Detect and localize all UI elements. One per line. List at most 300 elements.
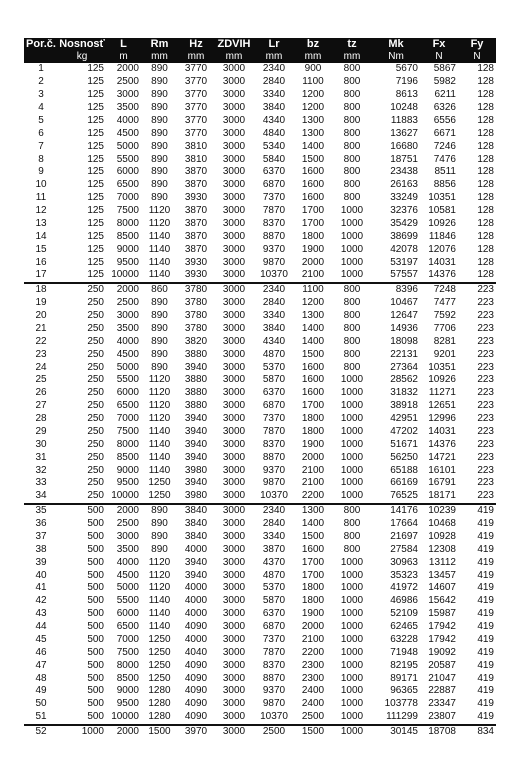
cell-l: 7000 — [116, 192, 139, 204]
cell-fy: 223 — [477, 374, 494, 386]
cell-tz: 1000 — [340, 711, 364, 723]
cell-bz: 1600 — [301, 179, 325, 191]
cell-rm: 890 — [151, 76, 168, 88]
cell-bz: 1100 — [294, 283, 332, 297]
cell-rm: 890 — [151, 192, 168, 204]
cell-por-c: 41 — [35, 582, 47, 594]
cell-nosnost: 250 — [87, 413, 104, 425]
cell-tz: 1000 — [340, 464, 364, 476]
cell-rm: 890 — [151, 543, 168, 555]
cell-l: 2500 — [116, 518, 139, 530]
cell-fx: 14031 — [428, 256, 456, 268]
cell-zdvih: 3000 — [222, 595, 246, 607]
cell-nosnost: 250 — [58, 283, 106, 297]
cell-l: 4000 — [116, 335, 139, 347]
cell-zdvih: 3000 — [222, 711, 246, 723]
table-row — [24, 659, 496, 672]
table-row — [24, 102, 496, 115]
cell-mk: 82195 — [390, 659, 418, 671]
unit-fy: N — [458, 51, 496, 63]
cell-mk: 21697 — [390, 530, 418, 542]
cell-mk: 8396 — [372, 283, 420, 297]
cell-por-c: 23 — [35, 348, 47, 360]
table-row — [24, 569, 496, 582]
cell-por-c: 40 — [35, 569, 47, 581]
cell-rm: 890 — [151, 179, 168, 191]
cell-tz: 1000 — [340, 243, 364, 255]
cell-hz: 3980 — [184, 490, 208, 502]
cell-hz: 3770 — [184, 63, 208, 75]
cell-fy: 223 — [477, 477, 494, 489]
cell-hz: 3770 — [184, 76, 208, 88]
cell-hz: 3870 — [184, 243, 208, 255]
cell-fx: 13457 — [428, 569, 456, 581]
cell-mk: 14176 — [372, 504, 420, 518]
col-header-l: L — [106, 38, 141, 51]
cell-fx: 17942 — [428, 633, 456, 645]
cell-rm: 860 — [141, 283, 178, 297]
cell-zdvih: 3000 — [222, 608, 246, 620]
cell-por-c: 42 — [35, 595, 47, 607]
cell-por-c: 49 — [35, 685, 47, 697]
cell-nosnost: 250 — [87, 438, 104, 450]
table-row — [24, 256, 496, 269]
cell-lr: 7370 — [262, 413, 286, 425]
cell-lr: 6370 — [262, 608, 286, 620]
cell-tz: 1000 — [340, 569, 364, 581]
table-row — [24, 504, 496, 518]
cell-bz: 2000 — [301, 256, 325, 268]
cell-zdvih: 3000 — [222, 76, 246, 88]
cell-fy: 419 — [477, 595, 494, 607]
cell-fy: 128 — [477, 153, 494, 165]
cell-rm: 890 — [151, 166, 168, 178]
cell-lr: 7370 — [262, 633, 286, 645]
cell-fx: 6671 — [433, 127, 456, 139]
cell-rm: 1280 — [148, 711, 171, 723]
cell-mk: 42078 — [390, 243, 418, 255]
cell-fy: 419 — [477, 518, 494, 530]
cell-tz: 800 — [332, 504, 372, 518]
cell-fy: 419 — [477, 569, 494, 581]
unit-hz: mm — [178, 51, 214, 63]
cell-tz: 1000 — [340, 230, 364, 242]
cell-tz: 800 — [343, 543, 361, 555]
cell-rm: 1280 — [148, 698, 171, 710]
cell-nosnost: 500 — [87, 595, 104, 607]
cell-tz: 800 — [343, 76, 361, 88]
cell-lr: 8870 — [262, 230, 286, 242]
cell-fy: 223 — [477, 413, 494, 425]
cell-hz: 4040 — [184, 646, 208, 658]
table-row — [24, 335, 496, 348]
cell-fy: 128 — [477, 76, 494, 88]
cell-mk: 16680 — [390, 140, 418, 152]
cell-por-c: 24 — [35, 361, 47, 373]
cell-zdvih: 3000 — [214, 283, 254, 297]
cell-bz: 1200 — [301, 102, 325, 114]
cell-por-c: 19 — [35, 297, 47, 309]
cell-zdvih: 3000 — [222, 425, 246, 437]
cell-zdvih: 3000 — [222, 114, 246, 126]
cell-nosnost: 500 — [87, 685, 104, 697]
cell-lr: 7870 — [262, 205, 286, 217]
cell-fx: 7248 — [420, 283, 458, 297]
cell-zdvih: 3000 — [222, 413, 246, 425]
cell-nosnost: 250 — [87, 387, 104, 399]
cell-lr: 5870 — [262, 595, 286, 607]
table-row — [24, 531, 496, 544]
cell-zdvih: 3000 — [222, 361, 246, 373]
cell-por-c: 2 — [38, 76, 44, 88]
cell-nosnost: 125 — [87, 63, 104, 75]
cell-bz: 1800 — [301, 582, 325, 594]
cell-l: 5000 — [116, 361, 139, 373]
cell-mk: 23438 — [390, 166, 418, 178]
cell-nosnost: 500 — [87, 518, 104, 530]
cell-fy: 128 — [477, 114, 494, 126]
cell-l: 10000 — [111, 269, 139, 281]
cell-rm: 1250 — [148, 490, 171, 502]
cell-bz: 1700 — [301, 205, 325, 217]
cell-por-c: 38 — [35, 543, 47, 555]
cell-fx: 15987 — [428, 608, 456, 620]
cell-por-c: 39 — [35, 556, 47, 568]
cell-nosnost: 125 — [87, 102, 104, 114]
cell-mk: 8613 — [395, 89, 418, 101]
cell-zdvih: 3000 — [222, 374, 246, 386]
cell-zdvih: 3000 — [222, 659, 246, 671]
cell-por-c: 52 — [24, 725, 58, 739]
cell-lr: 8870 — [262, 451, 286, 463]
cell-tz: 800 — [343, 322, 361, 334]
cell-lr: 9870 — [262, 256, 286, 268]
cell-hz: 4000 — [184, 608, 208, 620]
cell-fy: 223 — [477, 387, 494, 399]
cell-lr: 3870 — [262, 543, 286, 555]
cell-fx: 6211 — [434, 89, 456, 101]
cell-nosnost: 500 — [87, 621, 104, 633]
cell-lr: 4870 — [262, 348, 286, 360]
cell-fx: 12996 — [428, 413, 456, 425]
cell-bz: 2400 — [301, 685, 325, 697]
cell-fy: 128 — [477, 179, 494, 191]
cell-lr: 2840 — [262, 76, 286, 88]
cell-hz: 3780 — [184, 297, 208, 309]
cell-tz: 1000 — [340, 438, 364, 450]
cell-mk: 57557 — [390, 269, 418, 281]
cell-bz: 1400 — [301, 518, 325, 530]
cell-tz: 1000 — [340, 413, 364, 425]
cell-lr: 8370 — [262, 659, 286, 671]
cell-mk: 7196 — [395, 76, 418, 88]
table-row — [24, 166, 496, 179]
cell-l: 7500 — [116, 646, 139, 658]
cell-fx: 10468 — [428, 518, 456, 530]
cell-zdvih: 3000 — [222, 698, 246, 710]
cell-bz: 2500 — [301, 711, 325, 723]
cell-bz: 1100 — [302, 76, 324, 88]
cell-hz: 3780 — [184, 310, 208, 322]
cell-fy: 128 — [477, 166, 494, 178]
cell-rm: 1250 — [148, 659, 171, 671]
cell-fx: 5982 — [433, 76, 456, 88]
specification-table — [24, 38, 496, 739]
cell-mk: 35323 — [390, 569, 418, 581]
cell-tz: 800 — [343, 530, 361, 542]
cell-lr: 9870 — [262, 698, 286, 710]
cell-tz: 1000 — [340, 646, 364, 658]
cell-mk: 27364 — [390, 361, 418, 373]
table-row — [24, 348, 496, 361]
unit-mk: Nm — [372, 51, 420, 63]
table-row — [24, 608, 496, 621]
cell-zdvih: 3000 — [222, 490, 246, 502]
cell-por-c: 34 — [35, 490, 47, 502]
cell-hz: 3870 — [184, 166, 208, 178]
cell-mk: 66169 — [390, 477, 418, 489]
cell-fy: 128 — [477, 192, 494, 204]
cell-mk: 35429 — [390, 217, 418, 229]
cell-lr: 4840 — [262, 127, 286, 139]
cell-fy: 223 — [477, 361, 494, 373]
table-row — [24, 426, 496, 439]
cell-mk: 13627 — [390, 127, 418, 139]
cell-nosnost: 125 — [87, 89, 104, 101]
cell-fy: 419 — [477, 556, 494, 568]
cell-fx: 7477 — [433, 297, 456, 309]
cell-fy: 223 — [477, 464, 494, 476]
cell-fy: 223 — [477, 438, 494, 450]
cell-por-c: 11 — [35, 192, 47, 204]
units-row — [24, 51, 496, 63]
cell-bz: 1600 — [301, 543, 325, 555]
cell-l: 9500 — [116, 477, 139, 489]
cell-zdvih: 3000 — [222, 297, 246, 309]
cell-l: 5500 — [116, 374, 139, 386]
cell-l: 2500 — [116, 76, 139, 88]
cell-fy: 128 — [477, 269, 494, 281]
cell-lr: 3340 — [262, 89, 286, 101]
cell-tz: 800 — [343, 102, 361, 114]
cell-lr: 10370 — [260, 490, 288, 502]
cell-tz: 1000 — [340, 425, 364, 437]
cell-rm: 1280 — [148, 685, 171, 697]
cell-bz: 1600 — [301, 361, 325, 373]
cell-mk: 12647 — [390, 310, 418, 322]
table-row — [24, 310, 496, 323]
cell-l: 5000 — [116, 140, 139, 152]
cell-tz: 800 — [343, 63, 361, 75]
cell-zdvih: 3000 — [222, 102, 246, 114]
cell-por-c: 20 — [35, 310, 47, 322]
cell-bz: 1700 — [301, 400, 325, 412]
cell-por-c: 3 — [38, 89, 44, 101]
cell-hz: 4090 — [184, 672, 208, 684]
cell-nosnost: 125 — [87, 127, 104, 139]
cell-l: 7000 — [116, 633, 139, 645]
cell-fy: 128 — [477, 89, 494, 101]
cell-por-c: 6 — [38, 127, 44, 139]
cell-nosnost: 125 — [87, 166, 104, 178]
unit-tz: mm — [332, 51, 372, 63]
cell-nosnost: 1000 — [58, 725, 106, 739]
unit-rm: mm — [141, 51, 178, 63]
cell-fx: 7592 — [433, 310, 456, 322]
cell-zdvih: 3000 — [222, 530, 246, 542]
cell-por-c: 33 — [35, 477, 47, 489]
table-row — [24, 698, 496, 711]
cell-nosnost: 125 — [87, 179, 104, 191]
cell-zdvih: 3000 — [222, 685, 246, 697]
table-row — [24, 361, 496, 374]
cell-por-c: 36 — [35, 518, 47, 530]
cell-rm: 1500 — [141, 725, 178, 739]
cell-rm: 1140 — [148, 464, 171, 476]
cell-zdvih: 3000 — [222, 256, 246, 268]
cell-por-c: 43 — [35, 608, 47, 620]
cell-rm: 890 — [151, 335, 168, 347]
cell-fy: 223 — [477, 451, 494, 463]
cell-hz: 3940 — [184, 413, 208, 425]
cell-rm: 1120 — [148, 556, 171, 568]
cell-l: 2000 — [116, 63, 139, 75]
cell-hz: 3970 — [178, 725, 214, 739]
cell-bz: 1600 — [301, 192, 325, 204]
cell-por-c: 9 — [38, 166, 44, 178]
cell-hz: 3870 — [184, 205, 208, 217]
cell-bz: 2000 — [301, 451, 325, 463]
cell-lr: 4340 — [262, 335, 286, 347]
cell-bz: 1700 — [301, 569, 325, 581]
cell-por-c: 12 — [35, 205, 47, 217]
cell-fy: 223 — [477, 310, 494, 322]
cell-hz: 3940 — [184, 438, 208, 450]
cell-lr: 5340 — [262, 140, 286, 152]
cell-mk: 42951 — [390, 413, 418, 425]
cell-por-c: 22 — [35, 335, 47, 347]
cell-fx: 12308 — [428, 543, 456, 555]
cell-bz: 2400 — [301, 698, 325, 710]
cell-tz: 800 — [343, 179, 361, 191]
cell-rm: 1120 — [148, 217, 171, 229]
cell-fy: 128 — [477, 256, 494, 268]
cell-tz: 1000 — [340, 698, 364, 710]
cell-nosnost: 125 — [87, 153, 104, 165]
cell-rm: 1140 — [148, 438, 171, 450]
cell-tz: 1000 — [340, 556, 364, 568]
cell-hz: 3810 — [184, 153, 208, 165]
cell-fy: 223 — [477, 425, 494, 437]
table-row — [24, 179, 496, 192]
cell-rm: 890 — [151, 63, 168, 75]
cell-rm: 890 — [151, 348, 168, 360]
cell-por-c: 47 — [35, 659, 47, 671]
cell-tz: 800 — [343, 114, 361, 126]
cell-rm: 890 — [151, 310, 168, 322]
cell-l: 3000 — [116, 89, 139, 101]
cell-rm: 1120 — [148, 582, 171, 594]
cell-hz: 4090 — [184, 621, 208, 633]
cell-nosnost: 500 — [87, 543, 104, 555]
cell-nosnost: 500 — [87, 582, 104, 594]
cell-rm: 1120 — [148, 205, 171, 217]
cell-mk: 5670 — [395, 63, 418, 75]
cell-nosnost: 125 — [87, 205, 104, 217]
cell-fy: 419 — [477, 672, 494, 684]
cell-bz: 1500 — [301, 348, 325, 360]
cell-zdvih: 3000 — [222, 166, 246, 178]
cell-por-c: 25 — [35, 374, 47, 386]
cell-l: 3500 — [116, 543, 139, 555]
cell-fy: 128 — [477, 127, 494, 139]
cell-fy: 419 — [477, 659, 494, 671]
cell-por-c: 30 — [35, 438, 47, 450]
cell-tz: 1000 — [340, 685, 364, 697]
cell-rm: 890 — [151, 361, 168, 373]
cell-fx: 19092 — [428, 646, 456, 658]
cell-tz: 800 — [343, 192, 361, 204]
cell-fy: 419 — [477, 582, 494, 594]
cell-por-c: 4 — [38, 102, 44, 114]
cell-zdvih: 3000 — [222, 556, 246, 568]
cell-fy: 834 — [458, 725, 496, 739]
cell-lr: 2340 — [254, 283, 294, 297]
cell-hz: 3940 — [184, 556, 208, 568]
cell-fy: 223 — [477, 297, 494, 309]
cell-zdvih: 3000 — [222, 569, 246, 581]
cell-nosnost: 250 — [87, 310, 104, 322]
cell-hz: 3940 — [184, 569, 208, 581]
cell-lr: 2340 — [254, 504, 294, 518]
cell-bz: 1700 — [301, 556, 325, 568]
cell-rm: 890 — [151, 530, 168, 542]
cell-hz: 3930 — [184, 269, 208, 281]
cell-hz: 3780 — [178, 283, 214, 297]
cell-lr: 3840 — [262, 322, 286, 334]
cell-tz: 1000 — [340, 205, 364, 217]
cell-fx: 8856 — [433, 179, 456, 191]
cell-mk: 18098 — [390, 335, 418, 347]
cell-hz: 3840 — [178, 504, 214, 518]
cell-por-c: 48 — [35, 672, 47, 684]
cell-por-c: 37 — [35, 530, 47, 542]
cell-zdvih: 3000 — [222, 518, 246, 530]
cell-bz: 1800 — [301, 425, 325, 437]
cell-nosnost: 250 — [87, 490, 104, 502]
cell-zdvih: 3000 — [214, 504, 254, 518]
cell-fy: 223 — [477, 490, 494, 502]
cell-lr: 5840 — [262, 153, 286, 165]
cell-mk: 32376 — [390, 205, 418, 217]
cell-l: 4000 — [116, 114, 139, 126]
cell-fx: 23807 — [428, 711, 456, 723]
cell-fx: 10351 — [428, 361, 456, 373]
cell-l: 8500 — [116, 451, 139, 463]
cell-rm: 1250 — [148, 646, 171, 658]
cell-fx: 6326 — [433, 102, 456, 114]
cell-por-c: 10 — [35, 179, 47, 191]
unit-bz: mm — [294, 51, 332, 63]
cell-fy: 419 — [477, 698, 494, 710]
cell-lr: 5870 — [262, 374, 286, 386]
cell-hz: 4000 — [184, 633, 208, 645]
cell-l: 9500 — [116, 256, 139, 268]
cell-rm: 1140 — [148, 256, 171, 268]
cell-fy: 223 — [477, 335, 494, 347]
cell-tz: 800 — [343, 310, 361, 322]
cell-nosnost: 250 — [87, 374, 104, 386]
